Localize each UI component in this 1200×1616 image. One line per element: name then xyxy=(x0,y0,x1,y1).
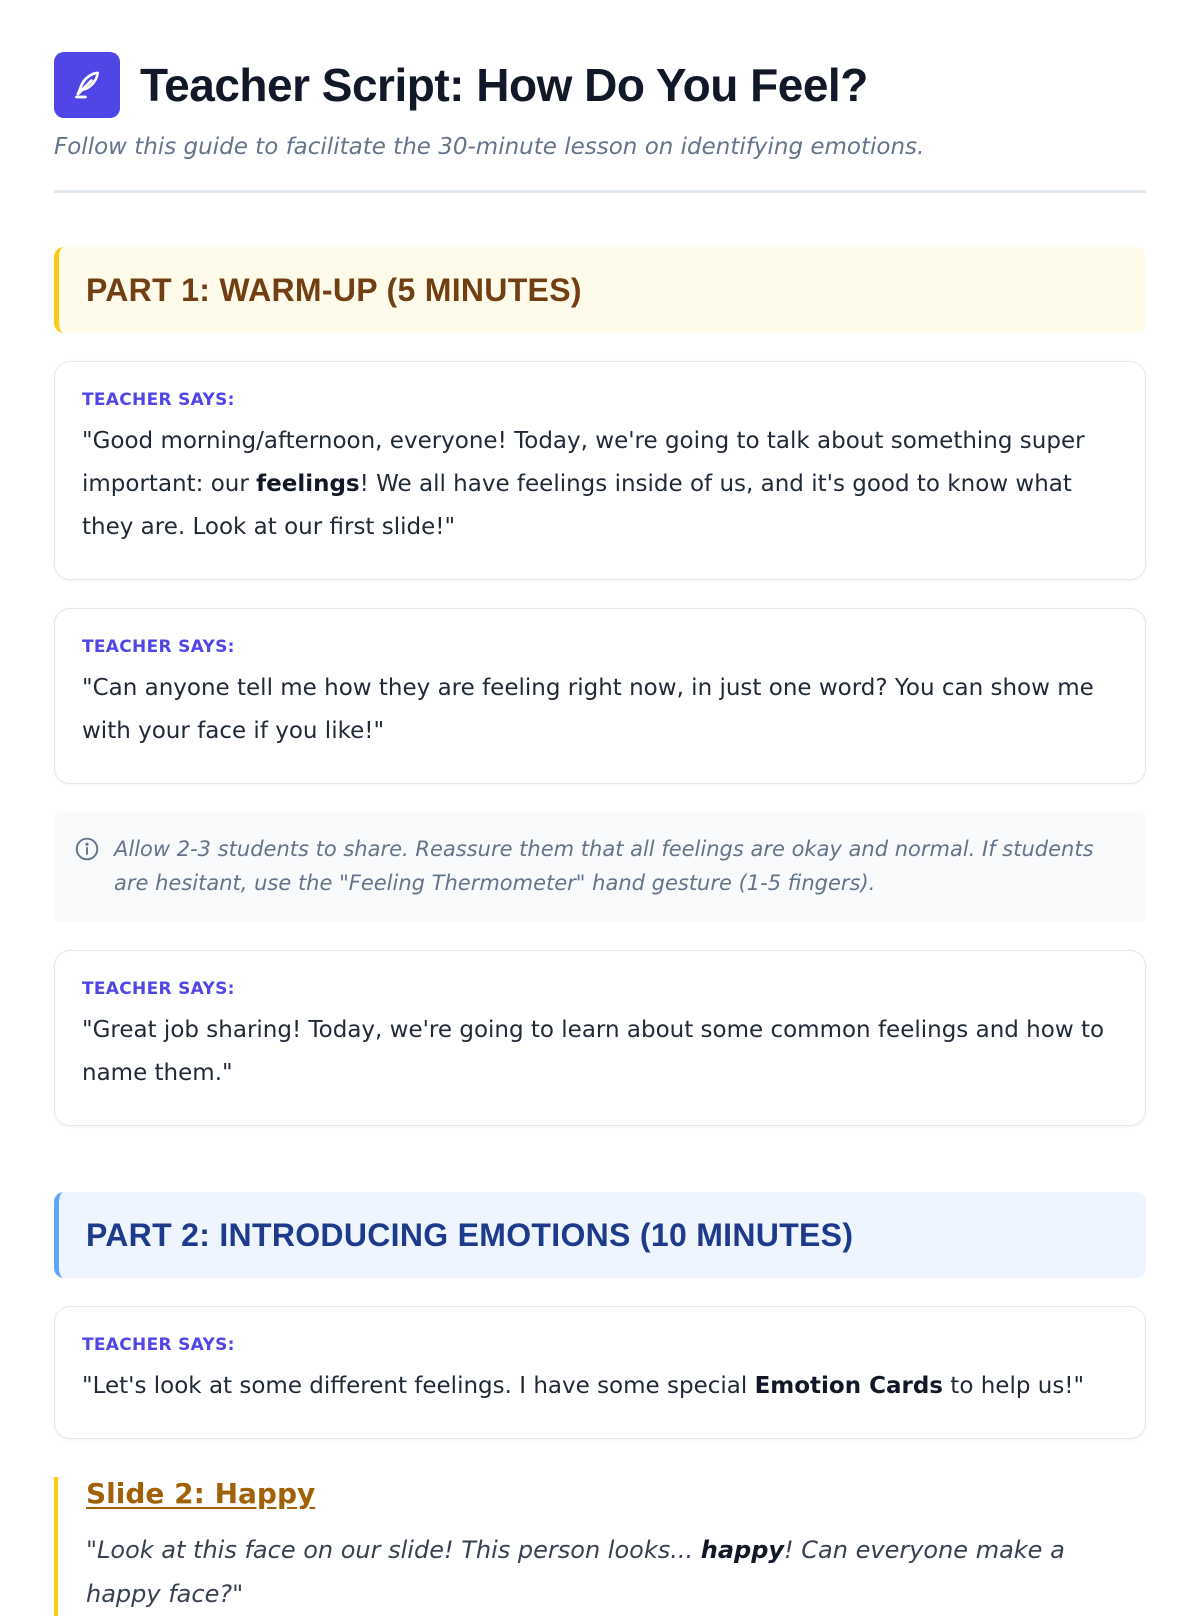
header-divider xyxy=(54,190,1146,193)
teacher-says-label: TEACHER SAYS: xyxy=(82,390,235,410)
teacher-says-card xyxy=(54,1306,1146,1439)
teacher-says-text: "Good morning/afternoon, everyone! Today, we're going to talk about something super important: our feelings! We all have feelings inside of us, and it's good to know what they are. Look at our first slide!" xyxy=(82,428,1085,540)
info-icon xyxy=(74,836,100,900)
feather-pen-icon xyxy=(54,52,120,118)
teacher-says-card xyxy=(54,608,1146,784)
teacher-says-text: "Can anyone tell me how they are feeling right now, in just one word? You can show me with your face if you like!" xyxy=(82,675,1094,744)
teacher-says-text: "Let's look at some different feelings. I have some special Emotion Cards to help us!" xyxy=(82,1373,1085,1399)
part-2-heading: PART 2: INTRODUCING EMOTIONS (10 MINUTES) xyxy=(54,1192,1146,1278)
emphasis-happy: happy xyxy=(700,1536,785,1564)
teacher-says-card xyxy=(54,361,1146,580)
slide-title-link[interactable]: Slide 2: Happy xyxy=(86,1477,316,1510)
page-title: Teacher Script: How Do You Feel? xyxy=(140,59,868,111)
teacher-says-label: TEACHER SAYS: xyxy=(82,979,235,999)
teacher-says-label: TEACHER SAYS: xyxy=(82,1335,235,1355)
note-text: Allow 2-3 students to share. Reassure them that all feelings are okay and normal. If students are hesitant, use the "Feeling Thermometer" hand gesture (1-5 fingers). xyxy=(114,837,1094,895)
teacher-note xyxy=(54,812,1146,922)
slide-script-text: "Look at this face on our slide! This person looks... happy! Can everyone make a happy face?" xyxy=(86,1536,1065,1608)
teacher-says-card xyxy=(54,950,1146,1126)
page-header xyxy=(54,52,1146,118)
emphasis-emotion-cards: Emotion Cards xyxy=(754,1373,943,1399)
emphasis-feelings: feelings xyxy=(256,471,360,497)
part-1-heading: PART 1: WARM-UP (5 MINUTES) xyxy=(54,247,1146,333)
page-subtitle: Follow this guide to facilitate the 30-minute lesson on identifying emotions. xyxy=(54,134,925,160)
slide-item xyxy=(54,1477,1146,1616)
teacher-says-text: "Great job sharing! Today, we're going to learn about some common feelings and how to name them." xyxy=(82,1017,1105,1086)
teacher-says-label: TEACHER SAYS: xyxy=(82,637,235,657)
